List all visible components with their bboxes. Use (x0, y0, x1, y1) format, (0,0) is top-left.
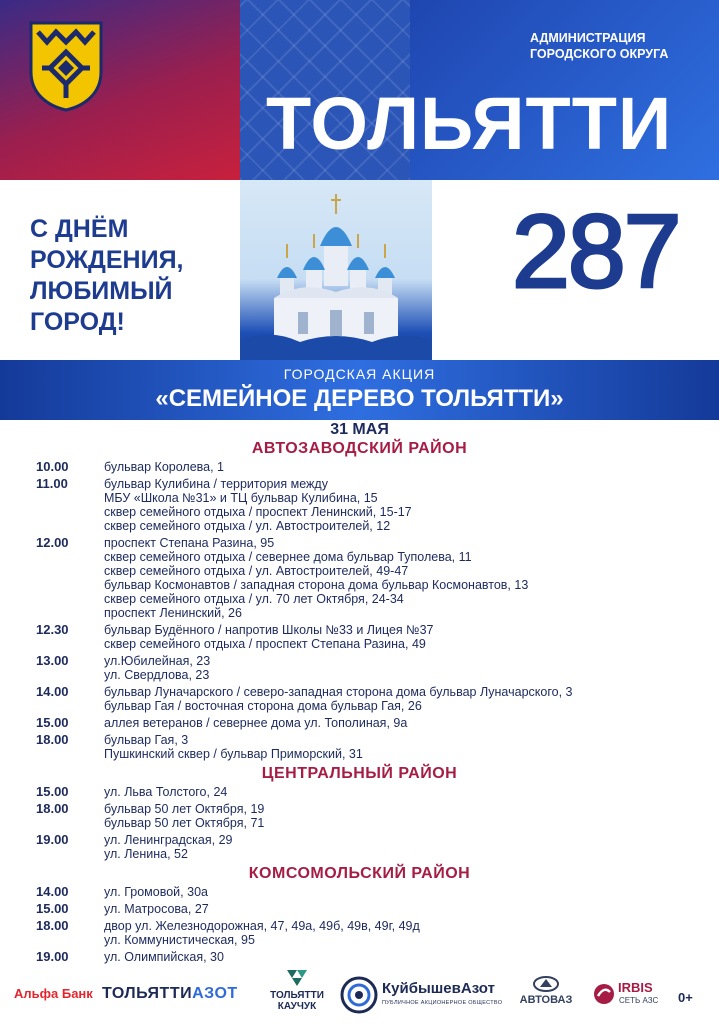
place-line: ул.Юбилейная, 23 (104, 654, 211, 668)
schedule-slot (0, 477, 719, 533)
place-line: бульвар 50 лет Октября, 19 (104, 802, 265, 816)
greeting-line: С ДНЁМ (30, 215, 129, 243)
slot-time: 18.00 (36, 801, 69, 816)
slot-time: 10.00 (36, 459, 69, 474)
slot-time: 18.00 (36, 918, 69, 933)
togliattiazot-part-a: ТОЛЬЯТТИ (102, 985, 193, 1002)
age-rating: 0+ (678, 990, 693, 1005)
place-line: ул. Льва Толстого, 24 (104, 785, 228, 799)
admin-line-2: ГОРОДСКОГО ОКРУГА (530, 47, 669, 61)
greeting-line: РОЖДЕНИЯ, (30, 246, 184, 274)
kuibyshevazot-emblem-icon (340, 976, 378, 1014)
slot-places (104, 885, 208, 899)
place-line: Пушкинский сквер / бульвар Приморский, 31 (104, 747, 363, 761)
schedule-slot (0, 885, 719, 899)
place-line: бульвар Гая / восточная сторона дома бульвар Гая, 26 (104, 699, 422, 713)
place-line: ул. Коммунистическая, 95 (104, 933, 255, 947)
place-line: ул. Свердлова, 23 (104, 668, 210, 682)
place-line: ул. Ленина, 52 (104, 847, 188, 861)
slot-places (104, 833, 232, 861)
admin-line-1: АДМИНИСТРАЦИЯ (530, 31, 646, 45)
place-line: МБУ «Школа №31» и ТЦ бульвар Кулибина, 15 (104, 491, 378, 505)
kauchuk-mark-icon (285, 968, 309, 988)
togliatti-kauchuk-logo (256, 968, 338, 1012)
place-line: сквер семейного отдыха / севернее дома бульвар Туполева, 11 (104, 550, 472, 564)
alfa-bank-logo: Альфа Банк (14, 986, 93, 1001)
schedule-slot (0, 623, 719, 651)
slot-time: 15.00 (36, 784, 69, 799)
slot-places (104, 950, 224, 964)
district-heading: АВТОЗАВОДСКИЙ РАЙОН (251, 440, 468, 457)
campaign-banner (0, 360, 719, 420)
slot-time: 12.30 (36, 622, 69, 637)
slot-places (104, 733, 363, 761)
schedule-slot (0, 536, 719, 620)
header (0, 0, 719, 180)
city-title: ТОЛЬЯТТИ (266, 82, 673, 165)
schedule-slot (0, 733, 719, 761)
place-line: бульвар Космонавтов / западная сторона дома бульвар Космонавтов, 13 (104, 578, 529, 592)
slot-places (104, 802, 264, 830)
greeting-line: ГОРОД! (30, 308, 125, 336)
slot-time: 11.00 (36, 476, 68, 491)
slot-places (104, 477, 412, 533)
schedule-slot (0, 950, 719, 964)
schedule-slot (0, 460, 719, 474)
campaign-subtitle: ГОРОДСКАЯ АКЦИЯ (283, 366, 436, 382)
sponsors-footer (0, 968, 719, 1024)
place-line: бульвар Луначарского / северо-западная сторона дома бульвар Луначарского, 3 (104, 685, 573, 699)
togliattiazot-part-b: АЗОТ (192, 985, 238, 1002)
schedule-slot (0, 716, 719, 730)
place-line: бульвар Гая, 3 (104, 733, 189, 747)
cathedral-image (240, 180, 432, 360)
kauchuk-line-2: КАУЧУК (277, 1001, 317, 1012)
schedule-slot (0, 685, 719, 713)
schedule-slot (0, 785, 719, 799)
place-line: ул. Олимпийская, 30 (104, 950, 224, 964)
place-line: двор ул. Железнодорожная, 47, 49а, 49б, 49в, 49г, 49д (104, 919, 420, 933)
place-line: проспект Ленинский, 26 (104, 606, 242, 620)
slot-places (104, 785, 227, 799)
place-line: аллея ветеранов / севернее дома ул. Тополиная, 9а (104, 716, 408, 730)
kuibyshevazot-subtitle: ПУБЛИЧНОЕ АКЦИОНЕРНОЕ ОБЩЕСТВО (382, 1000, 503, 1006)
greeting-line: ЛЮБИМЫЙ (30, 277, 173, 305)
slot-places (104, 536, 528, 620)
slot-places (104, 623, 434, 651)
place-line: сквер семейного отдыха / ул. Автостроителей, 12 (104, 519, 391, 533)
slot-time: 12.00 (36, 535, 69, 550)
districts-list (0, 439, 719, 964)
slot-time: 14.00 (36, 884, 69, 899)
district-heading: КОМСОМОЛЬСКИЙ РАЙОН (248, 865, 471, 882)
place-line: сквер семейного отдыха / ул. Автостроителей, 49-47 (104, 564, 409, 578)
avtovaz-logo (512, 976, 580, 1006)
schedule-slot (0, 919, 719, 947)
slot-places (104, 460, 224, 474)
schedule-slot (0, 833, 719, 861)
togliattiazot-logo (102, 985, 238, 1003)
place-line: бульвар Будённого / напротив Школы №33 и Лицея №37 (104, 623, 434, 637)
campaign-title: «СЕМЕЙНОЕ ДЕРЕВО ТОЛЬЯТТИ» (155, 385, 564, 412)
place-line: ул. Громовой, 30а (104, 885, 208, 899)
anniversary-number: 287 (512, 194, 680, 310)
slot-time: 19.00 (36, 832, 69, 847)
irbis-subtitle: СЕТЬ АЗС (619, 996, 659, 1005)
district-heading: ЦЕНТРАЛЬНЫЙ РАЙОН (261, 765, 458, 782)
slot-places (104, 919, 420, 947)
slot-time: 15.00 (36, 901, 69, 916)
irbis-name: IRBIS (618, 980, 653, 995)
slot-places (104, 716, 407, 730)
schedule-slot (0, 654, 719, 682)
event-date: 31 МАЯ (330, 421, 389, 438)
slot-places (104, 902, 209, 916)
cathedral-icon (240, 180, 432, 360)
avtovaz-boat-icon (533, 976, 559, 992)
place-line: бульвар Кулибина / территория между (104, 477, 328, 491)
slot-time: 15.00 (36, 715, 69, 730)
slot-time: 13.00 (36, 653, 69, 668)
slot-places (104, 654, 210, 682)
schedule-slot (0, 902, 719, 916)
place-line: ул. Матросова, 27 (104, 902, 209, 916)
schedule-slot (0, 802, 719, 830)
city-emblem-icon (28, 20, 104, 112)
administration-label (530, 30, 710, 62)
place-line: сквер семейного отдыха / проспект Ленинский, 15-17 (104, 505, 412, 519)
slot-time: 18.00 (36, 732, 69, 747)
place-line: ул. Ленинградская, 29 (104, 833, 233, 847)
place-line: проспект Степана Разина, 95 (104, 536, 275, 550)
greeting-text (30, 214, 250, 338)
avtovaz-name: АВТОВАЗ (519, 994, 573, 1006)
slot-time: 19.00 (36, 949, 69, 964)
schedule (0, 420, 719, 968)
place-line: бульвар 50 лет Октября, 71 (104, 816, 265, 830)
irbis-mark-icon (592, 982, 616, 1006)
place-line: сквер семейного отдыха / ул. 70 лет Октября, 24-34 (104, 592, 404, 606)
kauchuk-line-1: ТОЛЬЯТТИ (270, 990, 324, 1001)
slot-places (104, 685, 572, 713)
place-line: сквер семейного отдыха / проспект Степана Разина, 49 (104, 637, 426, 651)
place-line: бульвар Королева, 1 (104, 460, 225, 474)
kuibyshevazot-name: КуйбышевАзот (382, 980, 495, 997)
slot-time: 14.00 (36, 684, 69, 699)
